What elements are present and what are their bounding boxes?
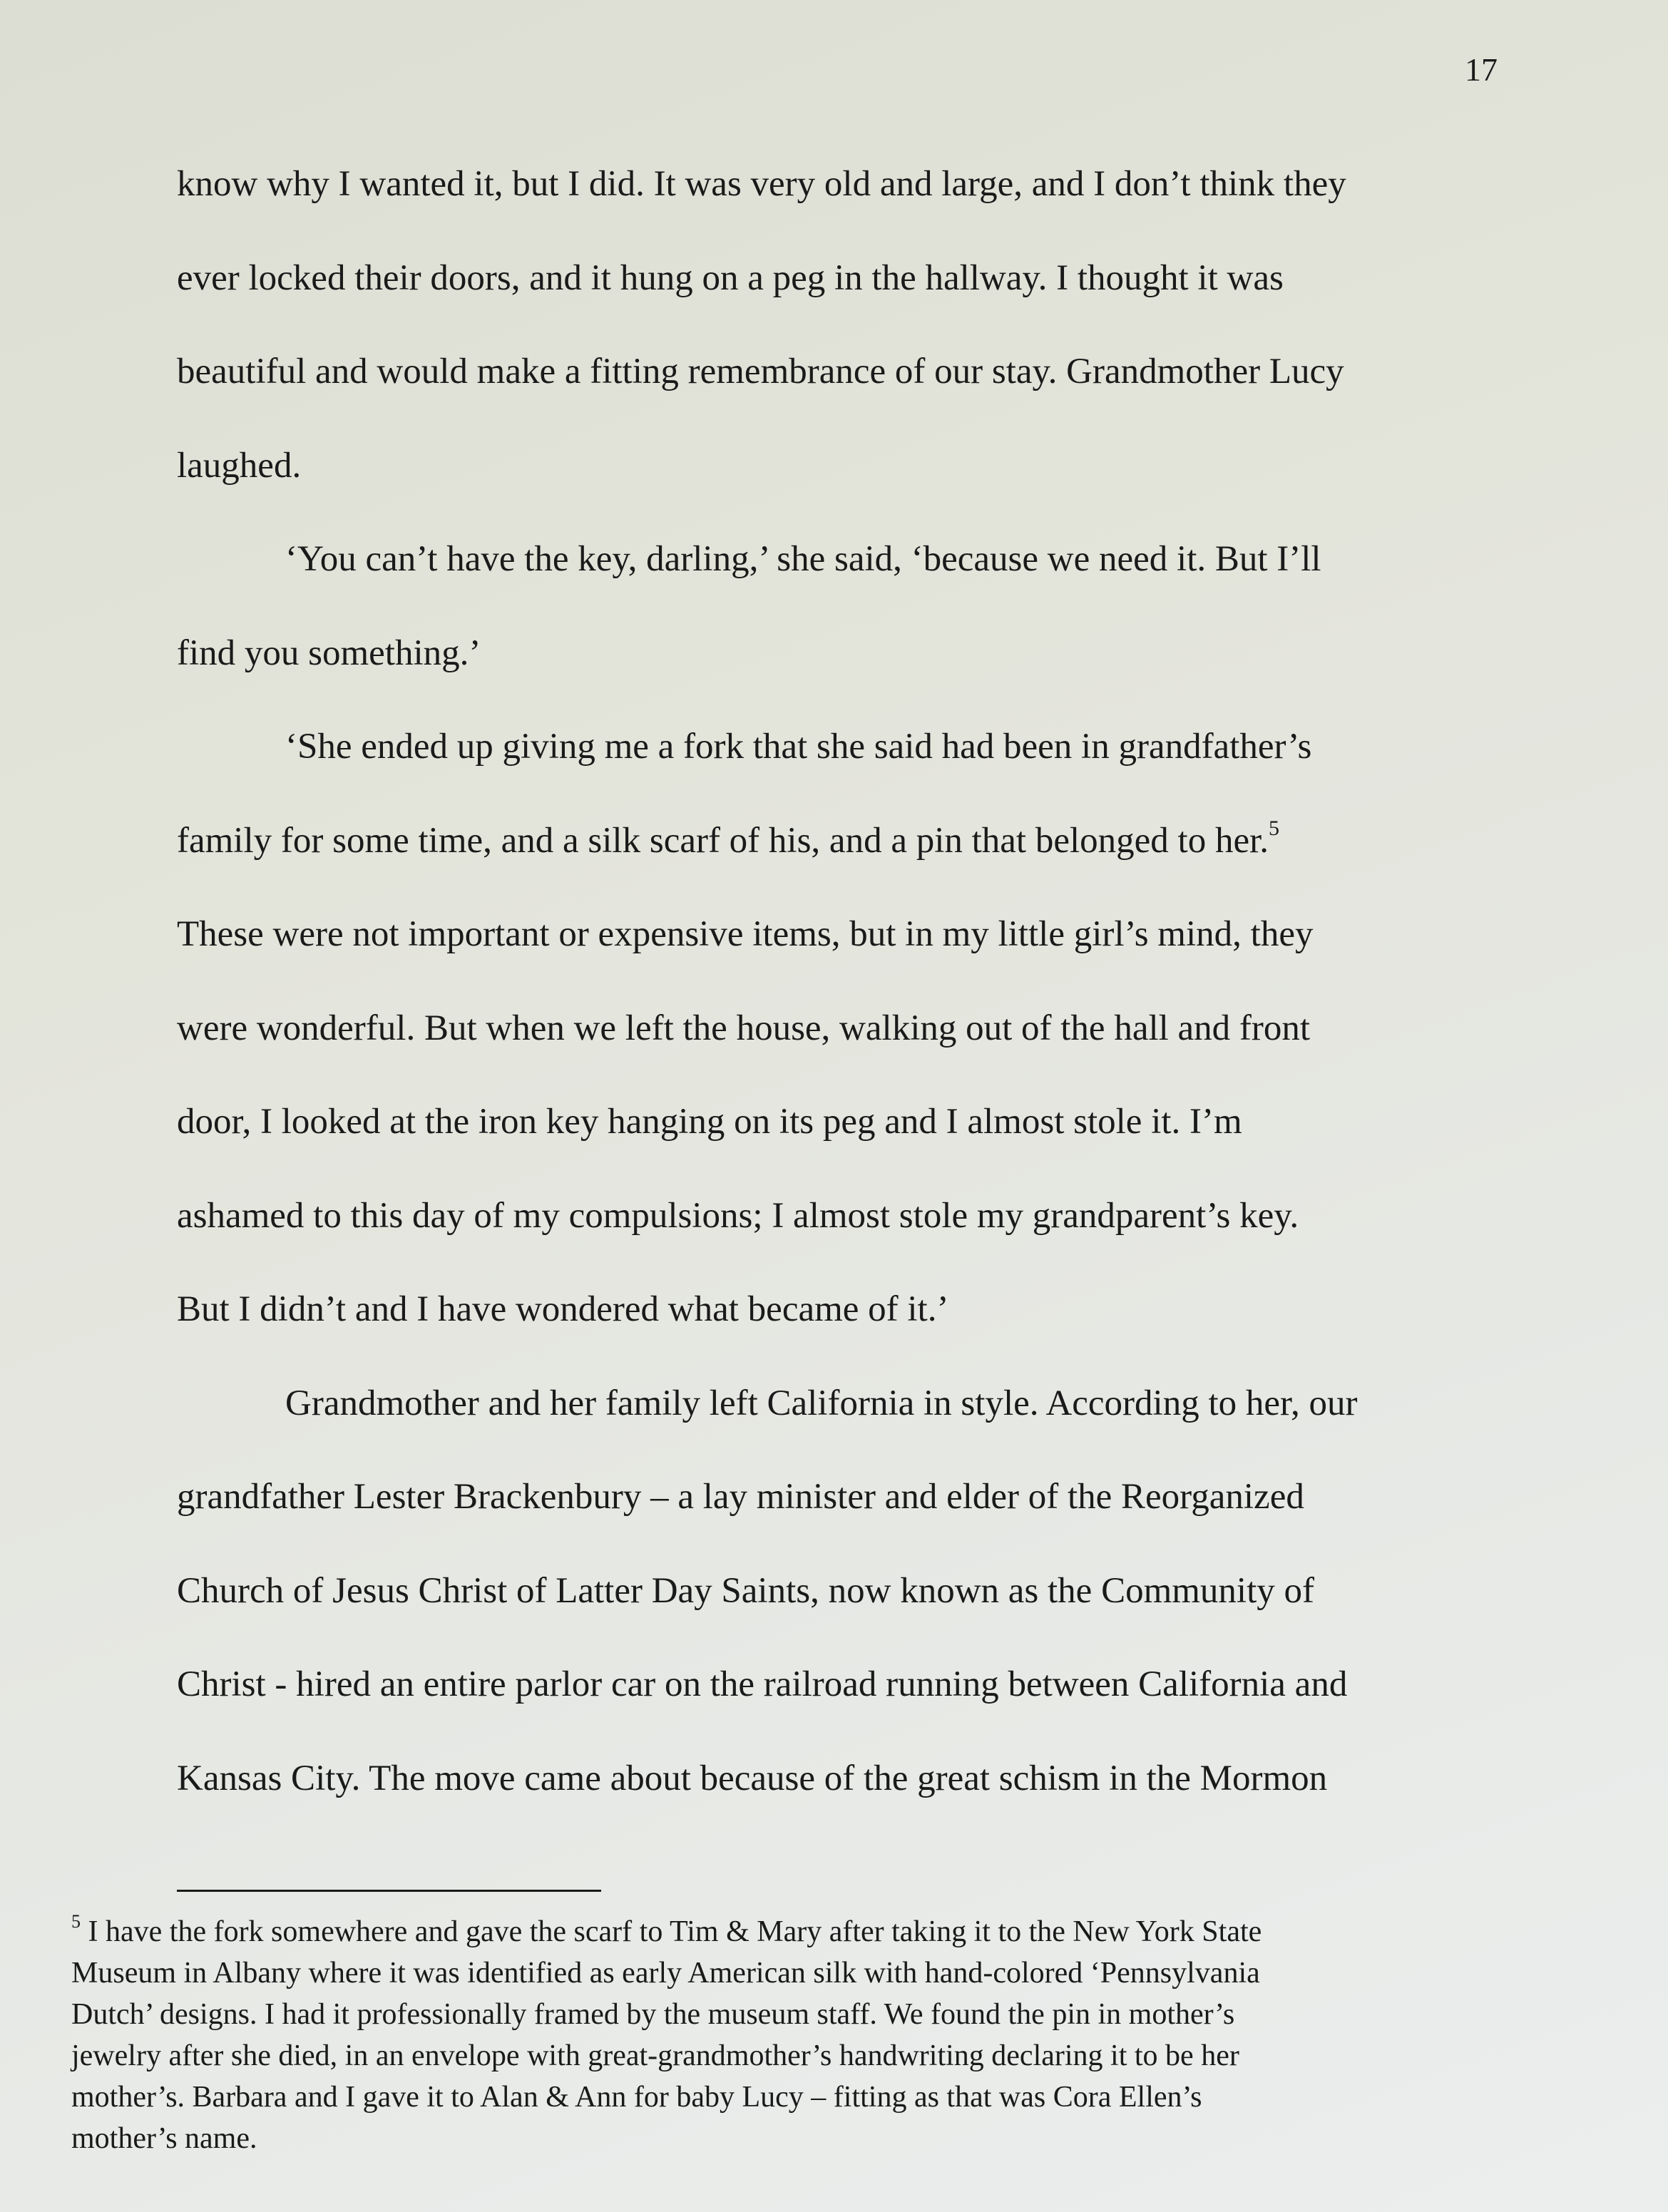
- body-line: ‘You can’t have the key, darling,’ she said, ‘because we need it. But I’ll: [285, 539, 1321, 579]
- footnote-line: Museum in Albany where it was identified as early American silk with hand-colored ‘Pennsylvania: [71, 1957, 1260, 1990]
- body-line: ever locked their doors, and it hung on a peg in the hallway. I thought it was: [177, 257, 1284, 298]
- body-line: These were not important or expensive items, but in my little girl’s mind, they: [177, 914, 1314, 954]
- body-line: Church of Jesus Christ of Latter Day Saints, now known as the Community of: [177, 1570, 1314, 1611]
- footnote-separator: [177, 1890, 601, 1892]
- body-line: laughed.: [177, 445, 302, 486]
- footnote-reference: 5: [1269, 816, 1280, 840]
- body-line: ‘She ended up giving me a fork that she said had been in grandfather’s: [285, 727, 1312, 767]
- footnote-line: mother’s name.: [71, 2122, 257, 2155]
- body-line: Christ - hired an entire parlor car on the railroad running between California and: [177, 1664, 1348, 1704]
- body-text: [177, 161, 1503, 1849]
- footnote-line: Dutch’ designs. I had it professionally framed by the museum staff. We found the pin in mother’s: [71, 1998, 1235, 2031]
- page-number: 17: [1465, 51, 1498, 88]
- body-line: grandfather Lester Brackenbury – a lay minister and elder of the Reorganized: [177, 1477, 1304, 1517]
- body-line: know why I wanted it, but I did. It was very old and large, and I don’t think they: [177, 164, 1346, 204]
- footnote-marker: 5: [71, 1911, 81, 1932]
- body-line: Grandmother and her family left California in style. According to her, our: [285, 1383, 1358, 1423]
- body-line: find you something.’: [177, 633, 481, 673]
- body-line: beautiful and would make a fitting remembrance of our stay. Grandmother Lucy: [177, 352, 1344, 391]
- footnote-line: mother’s. Barbara and I gave it to Alan & Ann for baby Lucy – fitting as that was Cora Ellen’s: [71, 2081, 1202, 2114]
- footnote: [71, 1911, 1512, 2159]
- body-line: family for some time, and a silk scarf of his, and a pin that belonged to her.$^5$: [177, 816, 1280, 861]
- footnote-line: jewelry after she died, in an envelope with great-grandmother’s handwriting declaring it to be her: [71, 2039, 1239, 2072]
- body-line: But I didn’t and I have wondered what became of it.’: [177, 1289, 949, 1329]
- footnote-line: $^5$ I have the fork somewhere and gave the scarf to Tim & Mary after taking it to the New York State: [71, 1911, 1262, 1948]
- body-line: were wonderful. But when we left the house, walking out of the hall and front: [177, 1008, 1311, 1048]
- body-line: Kansas City. The move came about because of the great schism in the Mormon: [177, 1758, 1328, 1798]
- body-line: ashamed to this day of my compulsions; I almost stole my grandparent’s key.: [177, 1195, 1299, 1236]
- body-line: door, I looked at the iron key hanging on its peg and I almost stole it. I’m: [177, 1102, 1242, 1142]
